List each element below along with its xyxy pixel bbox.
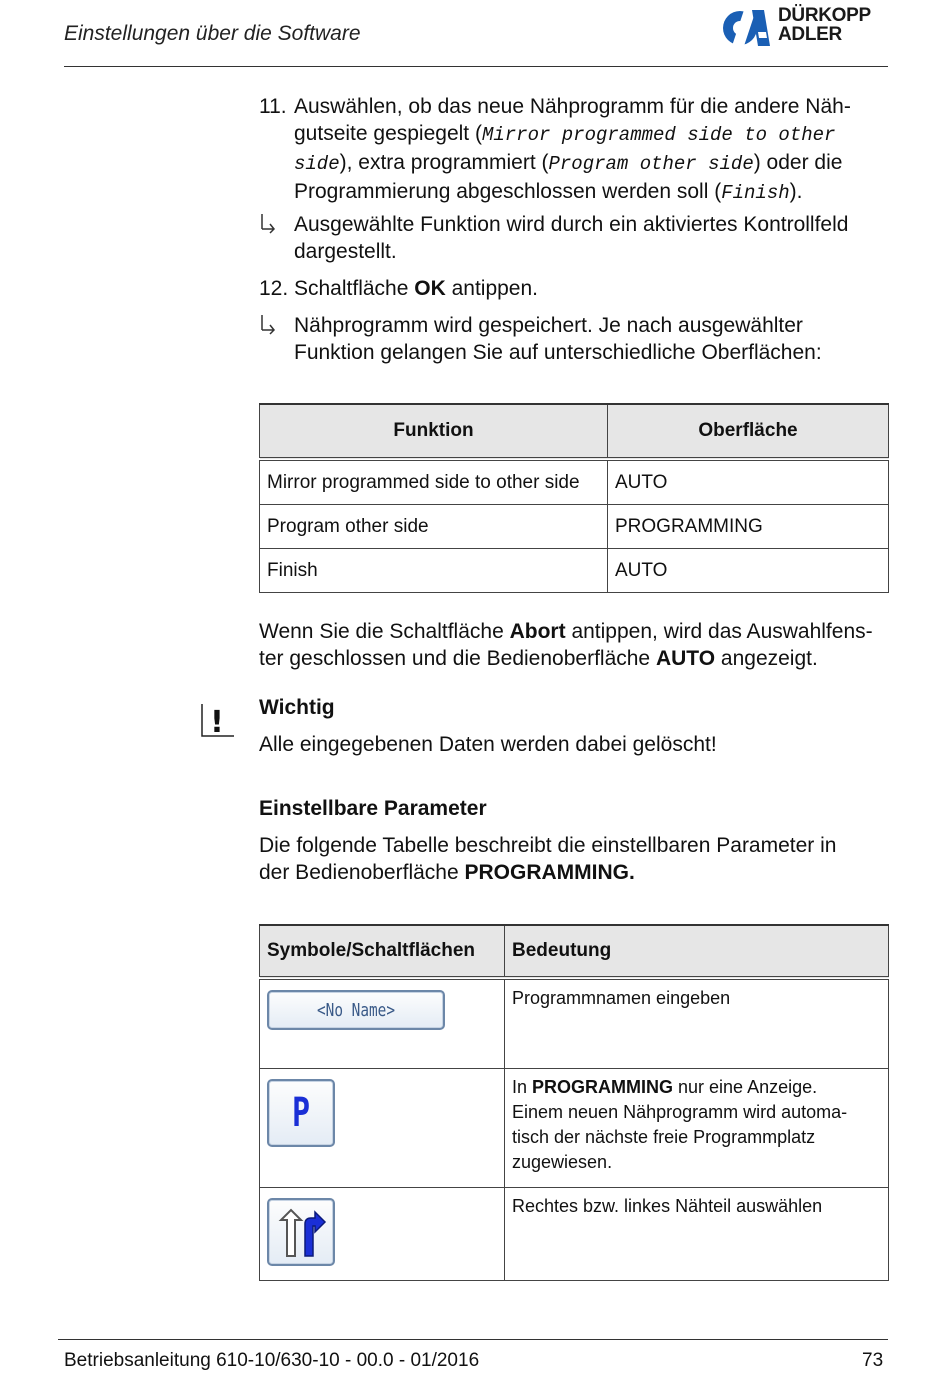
- page-header-title: Einstellungen über die Software: [64, 22, 361, 45]
- table-header-symbole: Symbole/Schaltflächen: [260, 925, 505, 978]
- section-heading: Einstellbare Parameter: [259, 797, 487, 820]
- brand-logo-mark-icon: [722, 8, 774, 48]
- function-table: [259, 403, 889, 593]
- important-title: Wichtig: [259, 696, 335, 719]
- table-cell: Mirror programmed side to other side: [260, 459, 608, 505]
- result-12-text: Nähprogramm wird gespeichert. Je nach ausgewählter Funktion gelangen Sie auf unterschiedliche Oberflächen:: [294, 314, 822, 364]
- table-row: [260, 505, 889, 549]
- result-arrow-icon: [259, 313, 277, 341]
- table-row: [260, 459, 889, 505]
- table-cell: Rechtes bzw. linkes Nähteil auswählen: [505, 1188, 889, 1281]
- table-cell: PROGRAMMING: [608, 505, 889, 549]
- abort-paragraph: Wenn Sie die Schaltfläche Abort antippen, wird das Auswahlfens- ter geschlossen und die Bedienoberfläche AUTO angezeigt.: [259, 620, 873, 670]
- turn-arrows-icon: [273, 1204, 329, 1260]
- parameter-table: [259, 924, 889, 1281]
- table-cell: AUTO: [608, 459, 889, 505]
- table-row: [260, 978, 889, 1069]
- table-cell: AUTO: [608, 549, 889, 593]
- logo-line-1: DÜRKOPP: [778, 5, 871, 26]
- result-arrow-icon: [259, 212, 277, 240]
- important-text: Alle eingegebenen Daten werden dabei gelöscht!: [259, 733, 717, 756]
- table-cell: Program other side: [260, 505, 608, 549]
- table-header-bedeutung: Bedeutung: [505, 925, 889, 978]
- header-rule: [64, 66, 888, 67]
- section-intro: Die folgende Tabelle beschreibt die einstellbaren Parameter in der Bedienoberfläche PROGRAMMING.: [259, 834, 837, 884]
- option-finish: Finish: [721, 182, 790, 204]
- table-cell: In PROGRAMMING nur eine Anzeige. Einem neuen Nähprogramm wird automa- tisch der nächste freie Programmplatz zugewiesen.: [505, 1069, 889, 1188]
- table-row: [260, 549, 889, 593]
- table-cell: Programmnamen eingeben: [505, 978, 889, 1069]
- step-12-text: Schaltfläche OK antippen.: [294, 277, 538, 300]
- table-cell: Finish: [260, 549, 608, 593]
- option-mirror: Mirror programmed side to other: [481, 124, 836, 146]
- ok-label: OK: [414, 277, 446, 300]
- table-row: [260, 1069, 889, 1188]
- option-program-other: Program other side: [548, 153, 754, 175]
- program-p-icon: P: [267, 1079, 335, 1147]
- svg-text:!: !: [210, 705, 224, 738]
- step-11-text: Auswählen, ob das neue Nähprogramm für die andere Näh- gutseite gespiegelt (Mirror programmed side to other side), extra programmiert (Program other side) oder die Programmierung abgeschlossen werden soll (Finish).: [294, 95, 851, 204]
- warning-icon: [200, 702, 234, 736]
- footer-rule: [58, 1339, 888, 1340]
- table-row: [260, 1188, 889, 1281]
- page-number: 73: [862, 1350, 884, 1371]
- side-select-icon: [267, 1198, 335, 1266]
- step-12-number: 12.: [259, 277, 289, 300]
- table-header-oberflaeche: Oberfläche: [608, 404, 889, 459]
- logo-line-2: ADLER: [778, 24, 842, 45]
- footer-document-info: Betriebsanleitung 610-10/630-10 - 00.0 - 01/2016: [64, 1350, 480, 1371]
- step-11-number: 11.: [259, 95, 287, 118]
- brand-logo: [722, 6, 892, 50]
- program-name-field: <No Name>: [267, 990, 445, 1030]
- table-header-funktion: Funktion: [260, 404, 608, 459]
- result-11-text: Ausgewählte Funktion wird durch ein aktiviertes Kontrollfeld dargestellt.: [294, 213, 849, 263]
